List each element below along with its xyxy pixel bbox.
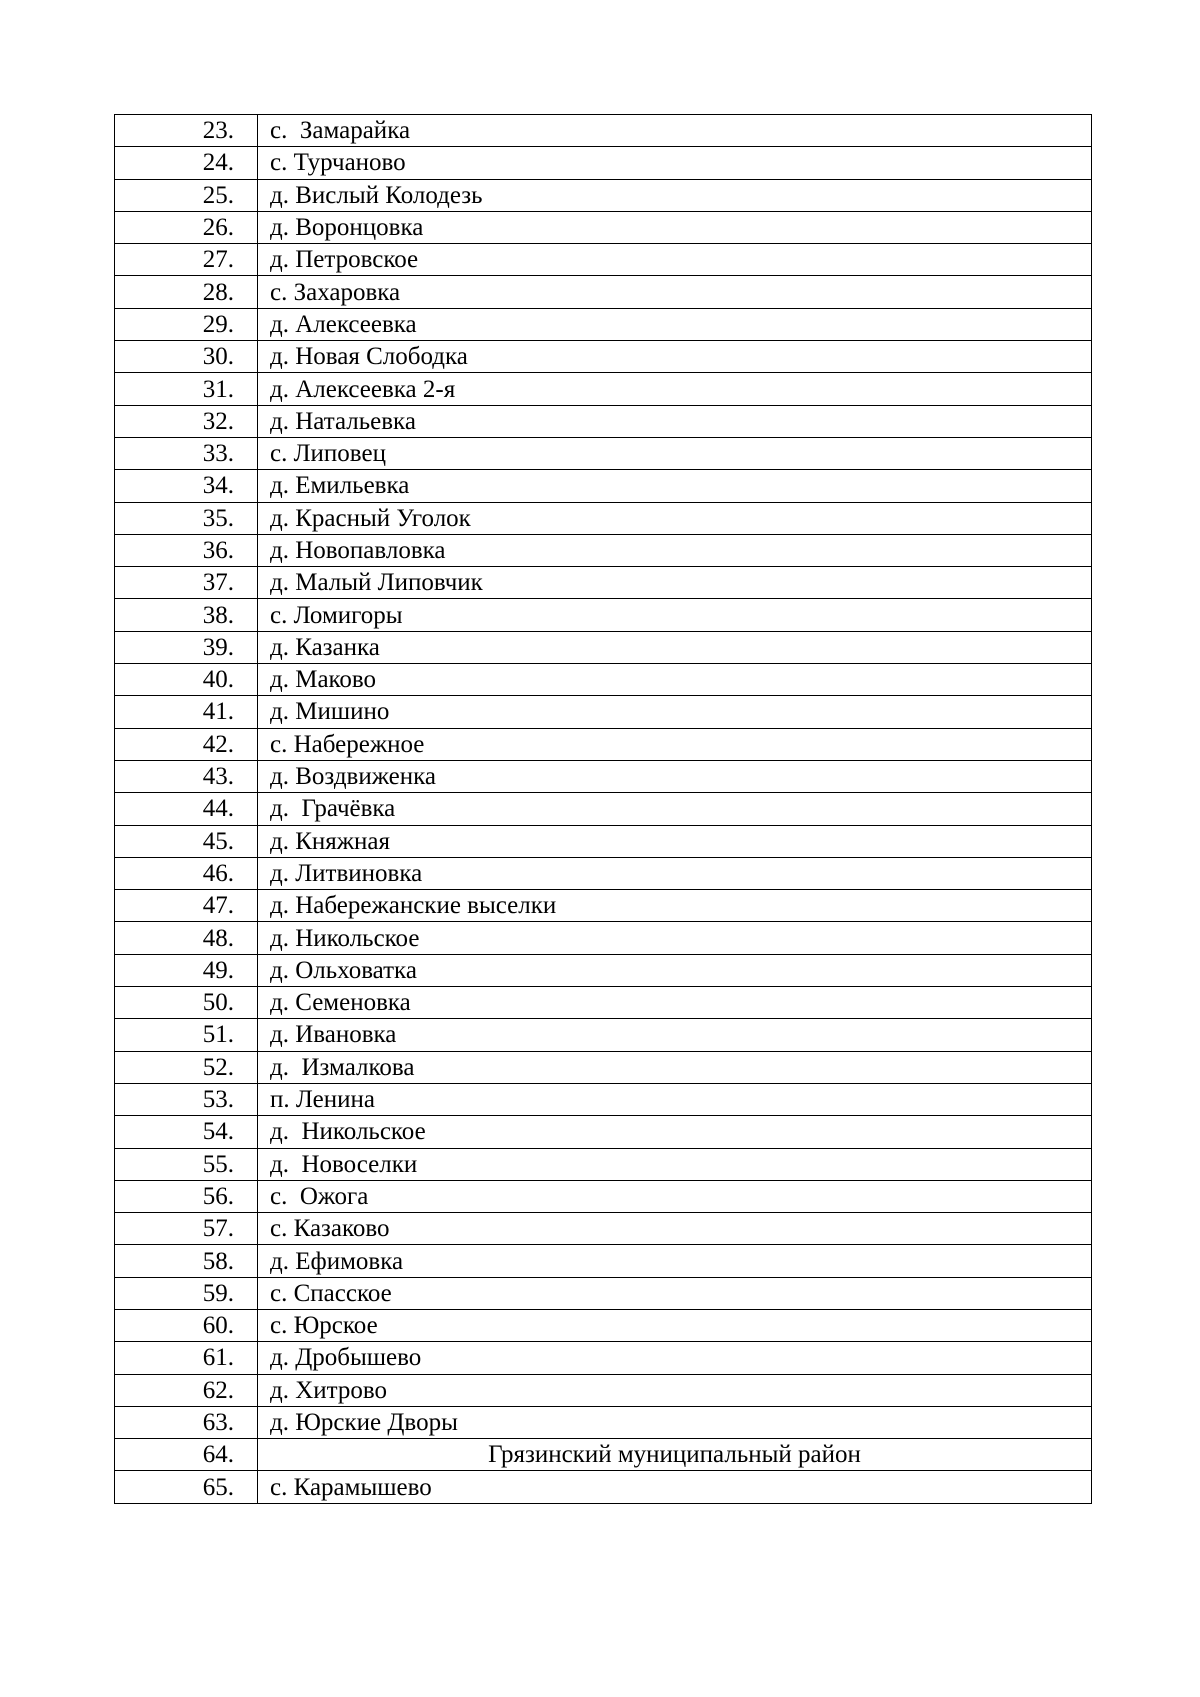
- district-heading-cell: Грязинский муниципальный район: [258, 1439, 1092, 1471]
- table-row: [115, 437, 1092, 469]
- row-number-cell: 57.: [115, 1213, 258, 1245]
- table-row: [115, 1406, 1092, 1438]
- settlement-name-cell: д. Княжная: [258, 825, 1092, 857]
- table-row: [115, 1342, 1092, 1374]
- row-number-cell: 53.: [115, 1083, 258, 1115]
- settlement-name-cell: с. Карамышево: [258, 1471, 1092, 1503]
- table-row: [115, 502, 1092, 534]
- table-row: [115, 922, 1092, 954]
- settlement-name-cell: д. Ивановка: [258, 1019, 1092, 1051]
- row-number-cell: 48.: [115, 922, 258, 954]
- table-row: [115, 147, 1092, 179]
- settlement-name-cell: с. Липовец: [258, 437, 1092, 469]
- row-number-cell: 24.: [115, 147, 258, 179]
- row-number-cell: 28.: [115, 276, 258, 308]
- settlement-name-cell: д. Новая Слободка: [258, 341, 1092, 373]
- row-number-cell: 35.: [115, 502, 258, 534]
- row-number-cell: 31.: [115, 373, 258, 405]
- row-number-cell: 59.: [115, 1277, 258, 1309]
- row-number-cell: 62.: [115, 1374, 258, 1406]
- row-number-cell: 38.: [115, 599, 258, 631]
- settlement-name-cell: д. Натальевка: [258, 405, 1092, 437]
- settlement-name-cell: д. Новоселки: [258, 1148, 1092, 1180]
- table-row: [115, 470, 1092, 502]
- table-row: [115, 954, 1092, 986]
- table-row: [115, 211, 1092, 243]
- settlement-name-cell: д. Ольховатка: [258, 954, 1092, 986]
- row-number-cell: 54.: [115, 1116, 258, 1148]
- settlement-name-cell: с. Ломигоры: [258, 599, 1092, 631]
- settlement-name-cell: д. Емильевка: [258, 470, 1092, 502]
- row-number-cell: 65.: [115, 1471, 258, 1503]
- row-number-cell: 45.: [115, 825, 258, 857]
- settlement-name-cell: д. Набережанские выселки: [258, 890, 1092, 922]
- settlement-name-cell: д. Петровское: [258, 244, 1092, 276]
- settlement-name-cell: д. Никольское: [258, 1116, 1092, 1148]
- settlement-name-cell: с. Набережное: [258, 728, 1092, 760]
- settlement-name-cell: с. Турчаново: [258, 147, 1092, 179]
- settlement-name-cell: д. Вислый Колодезь: [258, 179, 1092, 211]
- row-number-cell: 49.: [115, 954, 258, 986]
- row-number-cell: 50.: [115, 987, 258, 1019]
- table-row: [115, 534, 1092, 566]
- table-row: [115, 1051, 1092, 1083]
- row-number-cell: 30.: [115, 341, 258, 373]
- settlement-name-cell: д. Красный Уголок: [258, 502, 1092, 534]
- table-row: [115, 341, 1092, 373]
- table-row: [115, 857, 1092, 889]
- row-number-cell: 36.: [115, 534, 258, 566]
- row-number-cell: 58.: [115, 1245, 258, 1277]
- settlement-name-cell: д. Литвиновка: [258, 857, 1092, 889]
- table-row: [115, 987, 1092, 1019]
- settlement-name-cell: д. Семеновка: [258, 987, 1092, 1019]
- row-number-cell: 63.: [115, 1406, 258, 1438]
- settlement-name-cell: д. Юрские Дворы: [258, 1406, 1092, 1438]
- row-number-cell: 40.: [115, 664, 258, 696]
- table-row: [115, 825, 1092, 857]
- settlement-name-cell: д. Воронцовка: [258, 211, 1092, 243]
- row-number-cell: 27.: [115, 244, 258, 276]
- row-number-cell: 41.: [115, 696, 258, 728]
- table-row: [115, 244, 1092, 276]
- settlement-name-cell: д. Маково: [258, 664, 1092, 696]
- row-number-cell: 56.: [115, 1180, 258, 1212]
- settlement-name-cell: д. Мишино: [258, 696, 1092, 728]
- settlement-name-cell: д. Алексеевка: [258, 308, 1092, 340]
- table-row: [115, 760, 1092, 792]
- row-number-cell: 60.: [115, 1309, 258, 1341]
- settlement-name-cell: с. Юрское: [258, 1309, 1092, 1341]
- settlement-name-cell: д. Новопавловка: [258, 534, 1092, 566]
- table-row: [115, 1471, 1092, 1503]
- row-number-cell: 23.: [115, 115, 258, 147]
- table-row: [115, 1277, 1092, 1309]
- row-number-cell: 33.: [115, 437, 258, 469]
- row-number-cell: 32.: [115, 405, 258, 437]
- table-row: [115, 1083, 1092, 1115]
- table-row: [115, 793, 1092, 825]
- row-number-cell: 25.: [115, 179, 258, 211]
- table-row: [115, 1116, 1092, 1148]
- settlement-name-cell: д. Грачёвка: [258, 793, 1092, 825]
- table-row: [115, 405, 1092, 437]
- settlement-name-cell: д. Хитрово: [258, 1374, 1092, 1406]
- table-row: [115, 728, 1092, 760]
- table-row: [115, 373, 1092, 405]
- settlement-name-cell: д. Никольское: [258, 922, 1092, 954]
- table-row: [115, 1148, 1092, 1180]
- table-row: [115, 1374, 1092, 1406]
- row-number-cell: 51.: [115, 1019, 258, 1051]
- settlement-name-cell: д. Малый Липовчик: [258, 567, 1092, 599]
- settlement-name-cell: п. Ленина: [258, 1083, 1092, 1115]
- settlement-name-cell: д. Воздвиженка: [258, 760, 1092, 792]
- row-number-cell: 39.: [115, 631, 258, 663]
- row-number-cell: 61.: [115, 1342, 258, 1374]
- table-row: [115, 1213, 1092, 1245]
- settlements-table: [114, 114, 1092, 1504]
- table-row: [115, 890, 1092, 922]
- table-row: [115, 631, 1092, 663]
- table-row: [115, 599, 1092, 631]
- table-row: [115, 308, 1092, 340]
- settlement-name-cell: д. Измалкова: [258, 1051, 1092, 1083]
- row-number-cell: 47.: [115, 890, 258, 922]
- settlements-table-body: [115, 115, 1092, 1504]
- settlement-name-cell: д. Алексеевка 2-я: [258, 373, 1092, 405]
- table-row: [115, 664, 1092, 696]
- settlement-name-cell: с. Ожога: [258, 1180, 1092, 1212]
- settlement-name-cell: д. Казанка: [258, 631, 1092, 663]
- row-number-cell: 46.: [115, 857, 258, 889]
- row-number-cell: 52.: [115, 1051, 258, 1083]
- row-number-cell: 37.: [115, 567, 258, 599]
- row-number-cell: 55.: [115, 1148, 258, 1180]
- row-number-cell: 44.: [115, 793, 258, 825]
- row-number-cell: 64.: [115, 1439, 258, 1471]
- settlement-name-cell: д. Ефимовка: [258, 1245, 1092, 1277]
- table-row: [115, 1439, 1092, 1471]
- settlement-name-cell: д. Дробышево: [258, 1342, 1092, 1374]
- table-row: [115, 696, 1092, 728]
- table-row: [115, 1309, 1092, 1341]
- table-row: [115, 179, 1092, 211]
- row-number-cell: 42.: [115, 728, 258, 760]
- row-number-cell: 26.: [115, 211, 258, 243]
- table-row: [115, 1245, 1092, 1277]
- table-row: [115, 1180, 1092, 1212]
- row-number-cell: 29.: [115, 308, 258, 340]
- settlement-name-cell: с. Спасское: [258, 1277, 1092, 1309]
- settlement-name-cell: с. Захаровка: [258, 276, 1092, 308]
- settlement-name-cell: с. Замарайка: [258, 115, 1092, 147]
- table-row: [115, 276, 1092, 308]
- row-number-cell: 43.: [115, 760, 258, 792]
- table-row: [115, 115, 1092, 147]
- settlement-name-cell: с. Казаково: [258, 1213, 1092, 1245]
- table-row: [115, 1019, 1092, 1051]
- row-number-cell: 34.: [115, 470, 258, 502]
- table-row: [115, 567, 1092, 599]
